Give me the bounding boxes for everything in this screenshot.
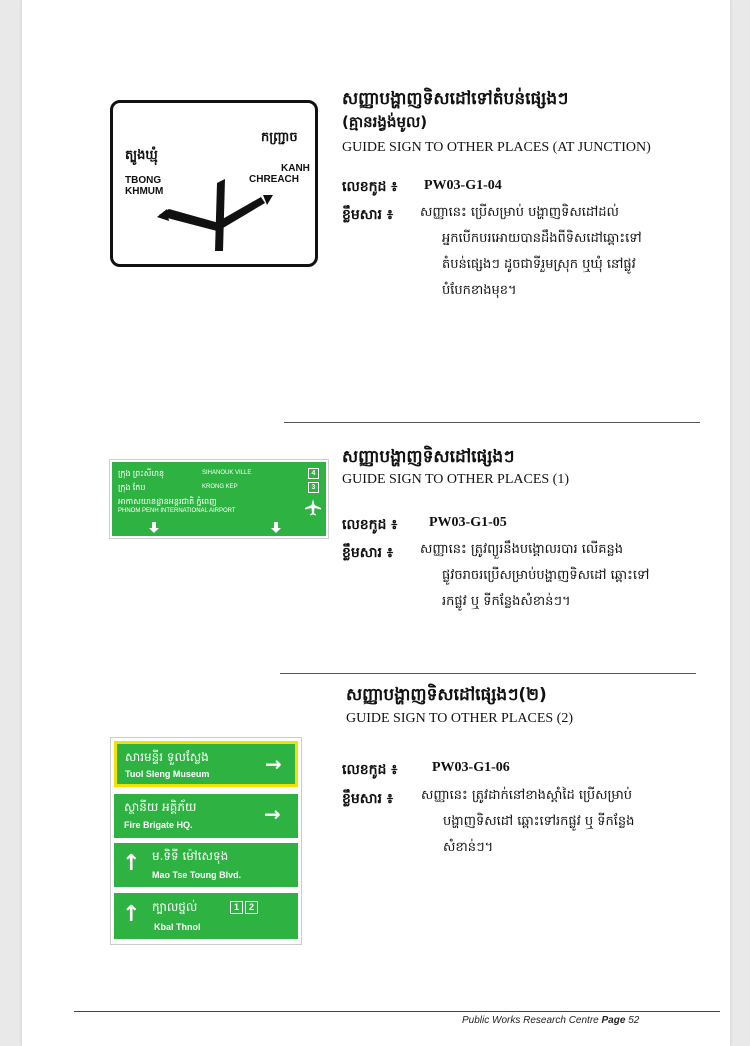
page-footer <box>462 1015 639 1026</box>
section1-title-kh: សញ្ញាបង្ហាញទិសដៅទៅតំបន់ផ្សេងៗ <box>342 89 569 109</box>
section3-code: PW03-G1-06 <box>432 760 510 775</box>
desc-line: បំបែកខាងមុខ។ <box>442 283 517 298</box>
sign-row1-en: SIHANOUK VILLE <box>202 470 252 476</box>
section2-code-label: លេខកូដ ៖ <box>342 517 398 533</box>
section1-meaning-label: ខ្លឹមសារ ៖ <box>342 207 394 223</box>
desc-line: សញ្ញានេះ ប្រើសម្រាប់ បង្ហាញទិសដៅដល់ <box>420 205 619 220</box>
desc-line: សញ្ញានេះ ត្រូវព្យួរនឹងបង្គោលរបារ លើគន្លង <box>420 542 624 557</box>
section2-meaning-label: ខ្លឹមសារ ៖ <box>342 545 394 561</box>
junction-guide-sign <box>110 100 318 267</box>
section2-title-en: GUIDE SIGN TO OTHER PLACES (1) <box>342 472 569 487</box>
sign-right-kh-label: កញ្ជ្រាច <box>261 130 298 145</box>
section1-code: PW03-G1-04 <box>424 178 502 193</box>
panel-kh-label: ស្ថានីយ អគ្គិភ័យ <box>124 800 197 814</box>
up-arrow-icon: ↑ <box>122 902 141 927</box>
desc-line: តំបន់ផ្សេងៗ ដូចជាទីរួមស្រុក ឬឃុំ នៅផ្លូវ <box>442 257 636 272</box>
section3-code-label: លេខកូដ ៖ <box>342 762 398 778</box>
section1-code-label: លេខកូដ ៖ <box>342 179 398 195</box>
footer-rule <box>74 1011 720 1012</box>
sign-right-en-label-1: KANH <box>281 163 310 174</box>
desc-line: ផ្លូវចរាចរប្រើសម្រាប់បង្ហាញទិសដៅ ឆ្ពោះទៅ <box>442 568 650 583</box>
footer-page-label: Page <box>601 1015 626 1026</box>
route-badge: 2 <box>245 901 258 914</box>
panel-en-label: Kbal Thnol <box>154 922 201 932</box>
sign-row3-kh: អាកាសយានដ្ឋានអន្តរជាតិ ភ្នំពេញ <box>118 497 217 506</box>
section2-code: PW03-G1-05 <box>429 515 507 530</box>
airplane-icon <box>304 498 322 516</box>
sign-row2-en: KRONG KEP <box>202 484 238 490</box>
section-divider <box>284 422 700 423</box>
sign-panel <box>114 794 298 838</box>
down-arrow-icon <box>270 522 282 534</box>
sign-row3-en: PHNOM PENH INTERNATIONAL AIRPORT <box>118 508 236 514</box>
section1-subtitle-kh: (គ្មានរង្វង់មូល) <box>342 113 428 131</box>
sign-row1-kh: ក្រុង ព្រះសីហនុ <box>118 469 165 478</box>
section3-title-kh: សញ្ញាបង្ហាញទិសដៅផ្សេងៗ(២) <box>346 685 547 705</box>
junction-arrow-icon <box>153 173 283 253</box>
section3-description <box>421 783 721 861</box>
sign-left-kh-label: ត្បូងឃ្មុំ <box>125 148 158 163</box>
section2-title-kh: សញ្ញាបង្ហាញទិសដៅផ្សេងៗ <box>342 447 515 467</box>
section3-title-en: GUIDE SIGN TO OTHER PLACES (2) <box>346 711 573 726</box>
sign-row1-number: 4 <box>308 468 319 479</box>
route-badge: 1 <box>230 901 243 914</box>
desc-line: បង្ហាញទិសដៅ ឆ្ពោះទៅរកផ្លូវ ឬ ទីកន្លែង <box>443 814 635 829</box>
sign-panel <box>114 843 298 887</box>
sign-row2-number: 3 <box>308 482 319 493</box>
section-divider <box>280 673 696 674</box>
section1-description <box>420 200 720 304</box>
section3-meaning-label: ខ្លឹមសារ ៖ <box>342 791 394 807</box>
page-number: 52 <box>628 1015 640 1026</box>
footer-org: Public Works Research Centre <box>462 1015 599 1026</box>
panel-kh-label: ម.ទិទី ម៉ៅសេទុង <box>152 849 229 863</box>
right-arrow-icon: → <box>265 752 282 776</box>
desc-line: សំខាន់ៗ។ <box>443 840 494 855</box>
up-arrow-icon: ↑ <box>122 851 141 876</box>
desc-line: សញ្ញានេះ ត្រូវដាក់នៅខាងស្តាំដៃ ប្រើសម្រាប់ <box>421 788 633 803</box>
sign-left-en-label-2: KHMUM <box>125 186 164 197</box>
sign-panel <box>114 893 298 939</box>
document-page <box>22 0 730 1046</box>
sign-panel <box>114 741 298 787</box>
panel-en-label: Mao Tse Toung Blvd. <box>152 870 242 880</box>
sign-right-en-label-2: CHREACH <box>249 174 299 185</box>
sign-left-en-label-1: TBONG <box>125 175 162 186</box>
desc-line: រកផ្លូវ ឬ ទីកន្លែងសំខាន់ៗ។ <box>442 594 571 609</box>
panel-en-label: Tuol Sleng Museum <box>125 769 210 779</box>
panel-kh-label: សារមន្ទីរ ទួលស្លែង <box>125 750 209 764</box>
panel-en-label: Fire Brigate HQ. <box>124 820 193 830</box>
section2-description <box>420 537 720 615</box>
overhead-guide-sign <box>110 460 328 538</box>
panel-kh-label: ក្បាលថ្នល់ <box>152 900 198 914</box>
roadside-guide-sign <box>110 737 302 945</box>
section1-title-en: GUIDE SIGN TO OTHER PLACES (AT JUNCTION) <box>342 140 651 155</box>
desc-line: អ្នកបើកបរអោយបានដឹងពីទិសដៅឆ្ពោះទៅ <box>442 231 642 246</box>
sign-row2-kh: ក្រុង កែប <box>118 483 146 492</box>
down-arrow-icon <box>148 522 160 534</box>
right-arrow-icon: → <box>264 802 281 826</box>
